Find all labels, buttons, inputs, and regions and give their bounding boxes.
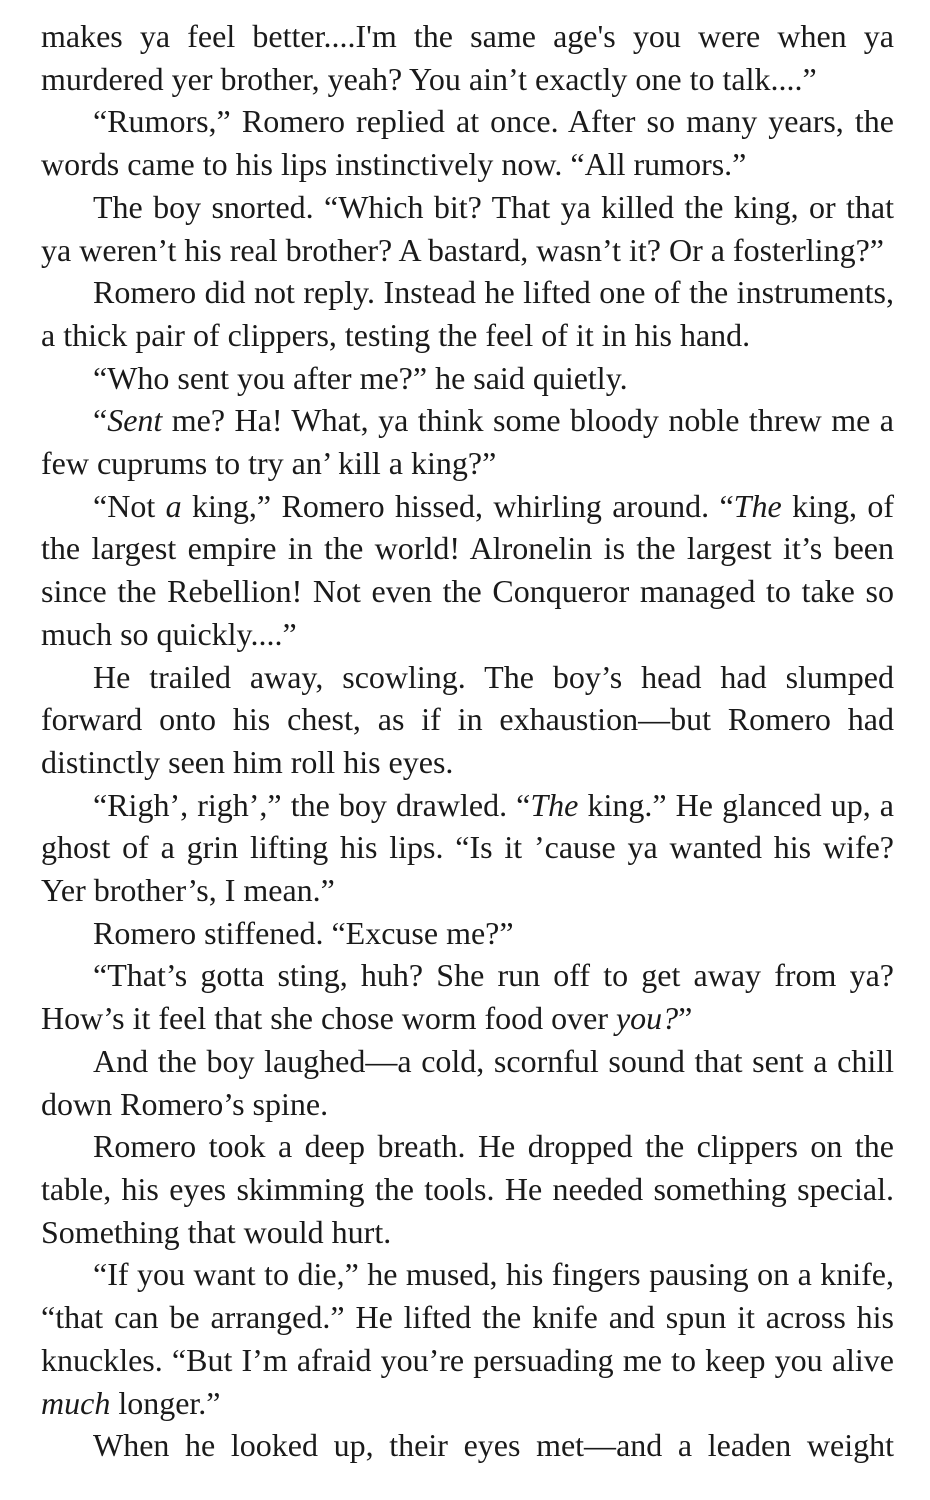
paragraph-text: king.” He glanced up, a ghost of a grin lifting his lips. “Is it ’cause ya wanted his wife? Yer brother’s, I mean.” [41, 786, 895, 909]
paragraph-text: makes ya feel better....I'm the same age's you were when ya murdered yer brother, yeah? You ain’t exactly one to talk....” [41, 18, 894, 97]
paragraph-13 [41, 1125, 894, 1253]
paragraph-text: Romero stiffened. “Excuse me?” [93, 914, 514, 951]
paragraph-2 [41, 100, 894, 185]
emphasis-text: a [165, 487, 182, 524]
paragraph-text: “That’s gotta sting, huh? She run off to get away from ya? How’s it feel that she chose worm food over [41, 957, 894, 1037]
paragraph-text: And the boy laughed—a cold, scornful sound that sent a chill down Romero’s spine. [41, 1042, 894, 1122]
emphasis-text: much [41, 1384, 111, 1421]
paragraph-text: When he looked up, their eyes met—and a leaden weight [93, 1427, 894, 1464]
paragraph-text: “Rumors,” Romero replied at once. After so many years, the words came to his lips instinctively now. “All rumors.” [41, 103, 894, 183]
paragraph-text: “Who sent you after me?” he said quietly. [93, 359, 628, 396]
paragraph-1 [41, 15, 894, 100]
emphasis-text: The [733, 487, 782, 524]
paragraph-text: king, of the largest empire in the world! Alronelin is the largest it’s been since the Rebellion! Not even the Conqueror managed to take so much so quickly....” [41, 487, 895, 652]
paragraph-5 [41, 357, 894, 400]
paragraph-14 [41, 1253, 894, 1424]
paragraph-text: Romero did not reply. Instead he lifted one of the instruments, a thick pair of clippers, testing the feel of it in his hand. [41, 274, 894, 353]
emphasis-text: you? [615, 1000, 679, 1037]
paragraph-7 [41, 485, 894, 656]
paragraph-4 [41, 271, 894, 356]
paragraph-8 [41, 656, 894, 784]
paragraph-9 [41, 784, 894, 912]
paragraph-text: king,” Romero hissed, whirling around. “ [181, 487, 734, 524]
paragraph-12 [41, 1040, 894, 1125]
paragraph-text: The boy snorted. “Which bit? That ya killed the king, or that ya weren’t his real brother? A bastard, wasn’t it? Or a fosterling?” [41, 188, 894, 268]
paragraph-text: “ [93, 402, 108, 439]
book-page [41, 15, 894, 1467]
paragraph-text: longer.” [110, 1384, 221, 1421]
paragraph-3 [41, 186, 894, 271]
emphasis-text: Sent [107, 402, 163, 439]
emphasis-text: The [530, 786, 579, 823]
paragraph-10 [41, 912, 894, 955]
paragraph-text: He trailed away, scowling. The boy’s head had slumped forward onto his chest, as if in exhaustion—but Romero had distinctly seen him roll his eyes. [41, 658, 894, 780]
paragraph-text: “Not [93, 487, 166, 524]
paragraph-text: “If you want to die,” he mused, his fingers pausing on a knife, “that can be arranged.” He lifted the knife and spun it across his knuckles. “But I’m afraid you’re persuading me to keep you alive [41, 1256, 894, 1378]
paragraph-text: “Righ’, righ’,” the boy drawled. “ [93, 786, 531, 823]
paragraph-text: ” [678, 1000, 693, 1037]
paragraph-6 [41, 399, 894, 484]
paragraph-text: me? Ha! What, ya think some bloody noble threw me a few cuprums to try an’ kill a king?” [41, 402, 894, 482]
paragraph-11 [41, 954, 894, 1039]
paragraph-text: Romero took a deep breath. He dropped the clippers on the table, his eyes skimming the tools. He needed something special. Something that would hurt. [41, 1128, 894, 1250]
paragraph-15 [41, 1424, 894, 1467]
